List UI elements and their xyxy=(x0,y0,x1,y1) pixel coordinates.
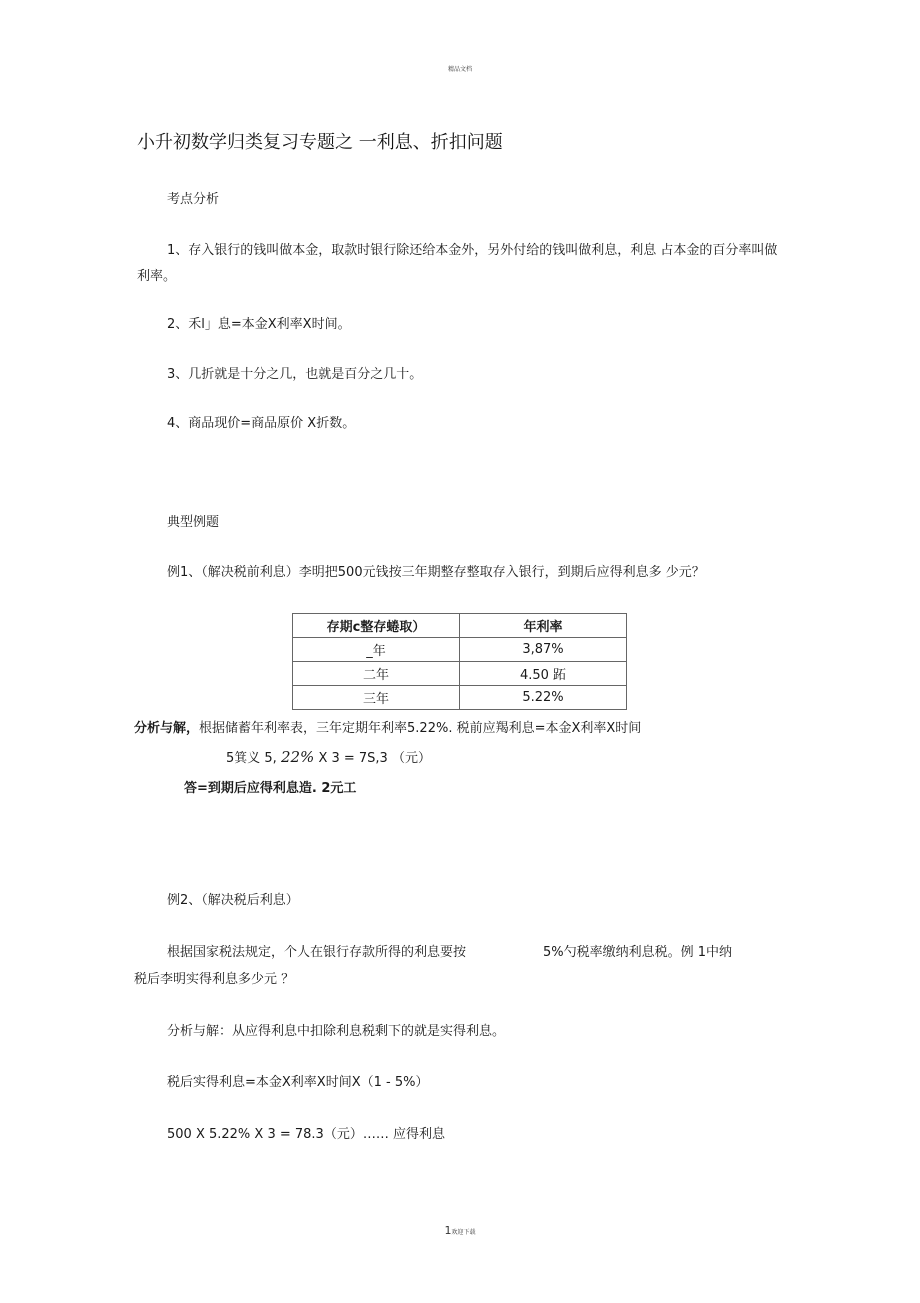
table-cell-rate: 5.22% xyxy=(460,686,627,710)
table-header-row xyxy=(293,614,627,638)
table-row xyxy=(293,686,627,710)
table-cell-term: 二年 xyxy=(293,662,460,686)
table-cell-term: 三年 xyxy=(293,686,460,710)
table-header-term: 存期c整存蜷取） xyxy=(293,614,460,638)
example-2-calculation: 500 X 5.22% X 3 = 78.3（元）…… 应得利息 xyxy=(167,1127,445,1142)
example-2-analysis: 分析与解：从应得利息中扣除利息税剩下的就是实得利息。 xyxy=(167,1024,506,1039)
interest-rate-table xyxy=(292,613,627,710)
point-1: 1、存入银行的钱叫做本金，取款时银行除还给本金外，另外付给的钱叫做利息，利息 占本金的百分率叫做利率。 xyxy=(137,243,778,284)
calc-prefix: 5箕义 5, xyxy=(226,751,277,766)
example-2-formula: 税后实得利息=本金X利率X时间X（1 - 5%） xyxy=(167,1075,429,1090)
example-1-calculation xyxy=(226,746,431,770)
example-2-question: 例2、（解决税后利息） xyxy=(167,893,299,908)
table-header-rate: 年利率 xyxy=(460,614,627,638)
point-2: 2、禾l」息=本金X利率X时间。 xyxy=(167,317,351,332)
table-row xyxy=(293,638,627,662)
calc-rate: 22% xyxy=(280,748,315,766)
page-number: 1 xyxy=(444,1224,452,1237)
example-2-text-line2: 税后李明实得利息多少元 ？ xyxy=(134,972,295,987)
example-1-analysis xyxy=(134,718,641,740)
example-1-question: 例1、（解决税前利息）李明把500元钱按三年期整存整取存入银行，到期后应得利息多 少元？ xyxy=(167,565,705,580)
page-title: 小升初数学归类复习专题之 一利息、折扣问题 xyxy=(137,132,503,153)
page-footer xyxy=(0,1224,920,1237)
example-2-text-part2: 5%勺税率缴纳利息税。例 1中纳 xyxy=(543,945,733,960)
calc-suffix: X 3 = 7S,3 （元） xyxy=(318,751,431,766)
analysis-label: 分析与解， xyxy=(134,721,200,736)
table-cell-rate: 4.50 跖 xyxy=(460,662,627,686)
point-4: 4、商品现价=商品原价 X折数。 xyxy=(167,416,356,431)
footer-text: 欢迎下载 xyxy=(451,1229,476,1236)
example-2-text-part1: 根据国家税法规定，个人在银行存款所得的利息要按 xyxy=(167,945,467,960)
table-row xyxy=(293,662,627,686)
table-cell-term: _年 xyxy=(293,638,460,662)
table-cell-rate: 3,87% xyxy=(460,638,627,662)
example-1-answer: 答=到期后应得利息造. 2元工 xyxy=(184,781,357,796)
section-heading-analysis: 考点分析 xyxy=(167,192,220,207)
analysis-text: 根据储蓄年利率表，三年定期年利率5.22%. 税前应羯利息=本金X利率X时间 xyxy=(199,721,642,736)
section-heading-examples: 典型例题 xyxy=(167,515,220,530)
header-tag: 精品文档 xyxy=(447,66,472,73)
point-3: 3、几折就是十分之几，也就是百分之几十。 xyxy=(167,367,423,382)
